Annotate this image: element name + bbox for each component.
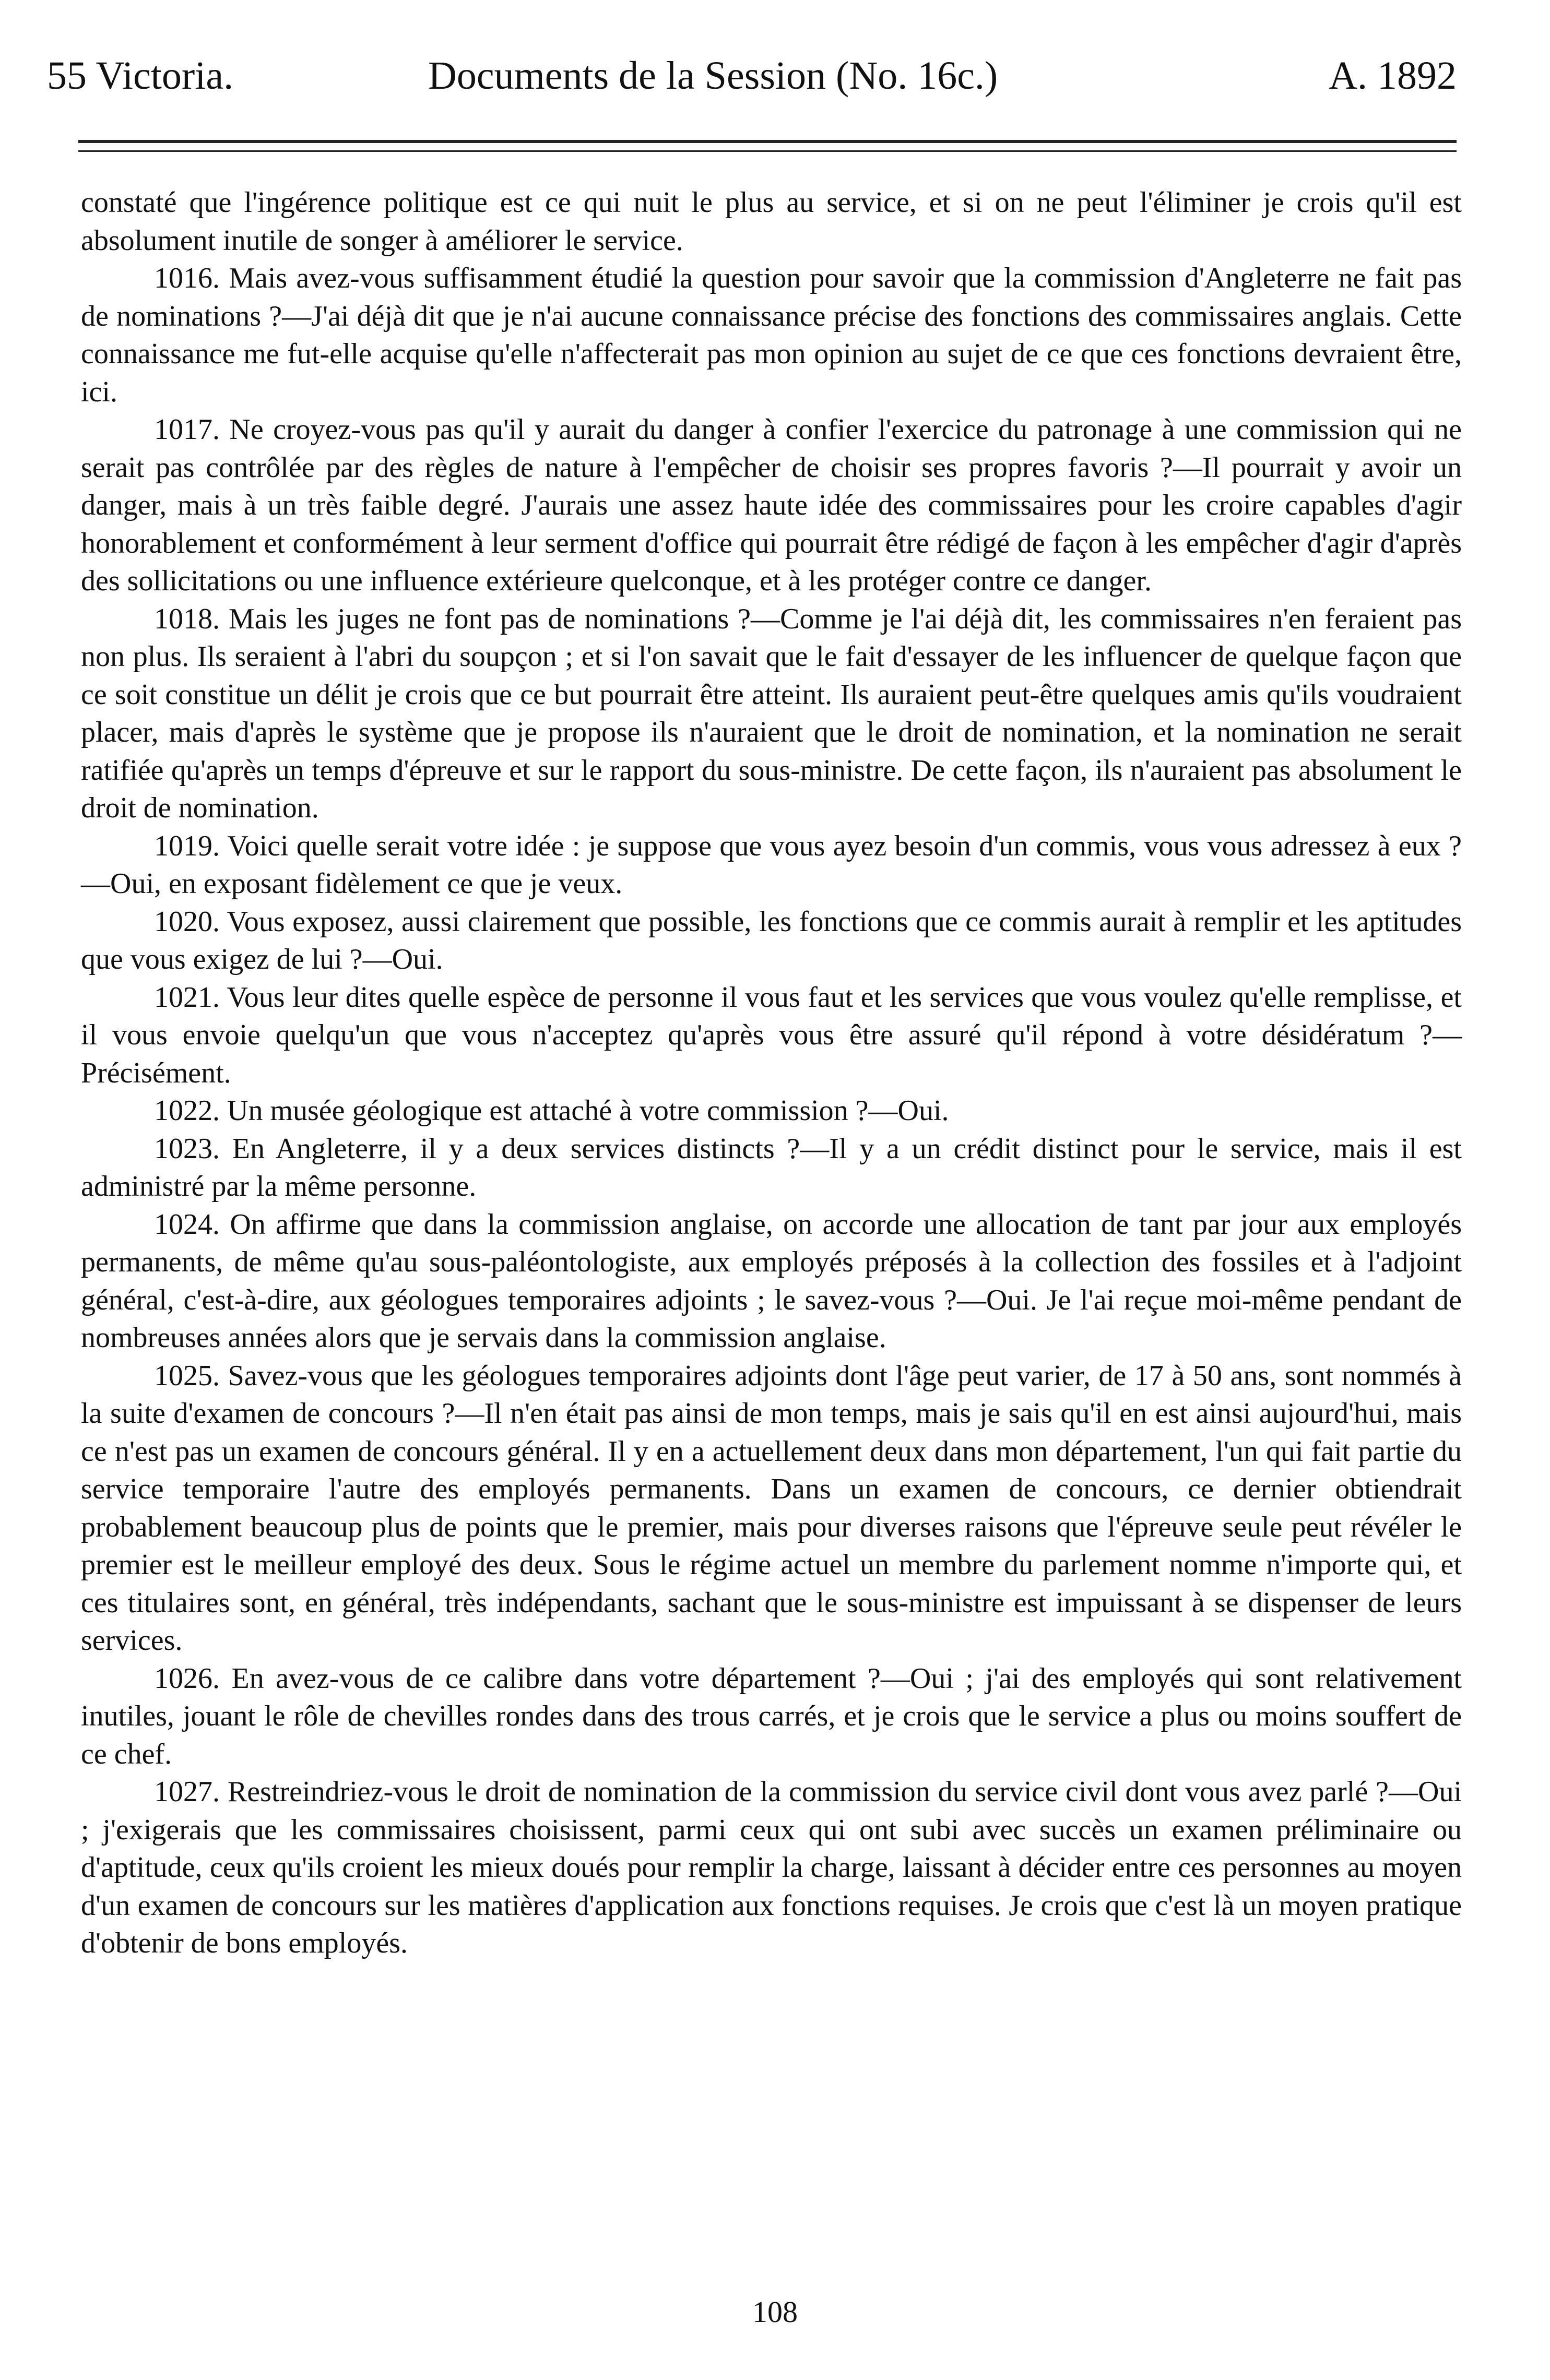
paragraph-text: Vous leur dites quelle espèce de personne il vous faut et les services que vous voulez qu'elle remplisse, et il vous envoie quelqu'un que vous n'acceptez qu'après vous être assuré qu'il répond à votre désidératum ?—Précisément. <box>81 981 1462 1089</box>
question-paragraph <box>81 903 1462 979</box>
question-paragraph <box>81 411 1462 600</box>
question-paragraph <box>81 827 1462 903</box>
paragraph-text: En avez-vous de ce calibre dans votre département ?—Oui ; j'ai des employés qui sont relativement inutiles, jouant le rôle de chevilles rondes dans des trous carrés, et je crois que le service a plus ou moins souffert de ce chef. <box>81 1662 1462 1770</box>
question-paragraph <box>81 1206 1462 1357</box>
header-year: A. 1892 <box>1329 54 1457 98</box>
question-number: 1018. <box>154 602 220 635</box>
paragraph-text: Ne croyez-vous pas qu'il y aurait du danger à confier l'exercice du patronage à une commission qui ne serait pas contrôlée par des règles de nature à l'empêcher de choisir ses propres favoris ?—Il pourrait y avoir un danger, mais à un très faible degré. J'aurais une assez haute idée des commissaires pour les croire capables d'agir honorablement et conformément à leur serment d'office qui pourrait être rédigé de façon à les empêcher d'agir d'après des sollicitations ou une influence extérieure quelconque, et à les protéger contre ce danger. <box>81 413 1462 597</box>
question-paragraph <box>81 1130 1462 1206</box>
paragraph-text: Mais avez-vous suffisamment étudié la question pour savoir que la commission d'Angleterre ne fait pas de nominations ?—J'ai déjà dit que je n'ai aucune connaissance précise des fonctions des commissaires anglais. Cette connaissance me fut-elle acquise qu'elle n'affecterait pas mon opinion au sujet de ce que ces fonctions devraient être, ici. <box>81 262 1462 408</box>
question-number: 1017. <box>154 413 220 446</box>
question-number: 1024. <box>154 1208 220 1241</box>
paragraph-continuation <box>81 184 1462 259</box>
question-number: 1026. <box>154 1662 220 1695</box>
paragraph-text: Voici quelle serait votre idée : je suppose que vous ayez besoin d'un commis, vous vous adressez à eux ?—Oui, en exposant fidèlement ce que je veux. <box>81 829 1462 900</box>
question-number: 1020. <box>154 905 220 938</box>
question-paragraph <box>81 979 1462 1092</box>
question-number: 1021. <box>154 981 220 1014</box>
question-number: 1022. <box>154 1094 220 1127</box>
paragraph-text: Mais les juges ne font pas de nominations ?—Comme je l'ai déjà dit, les commissaires n'en feraient pas non plus. Ils seraient à l'abri du soupçon ; et si l'on savait que le fait d'essayer de les influencer de quelque façon que ce soit constitue un délit je crois que ce but pourrait être atteint. Ils auraient peut-être quelques amis qu'ils voudraient placer, mais d'après le système que je propose ils n'auraient que le droit de nomination, et la nomination ne serait ratifiée qu'après un temps d'épreuve et sur le rapport du sous-ministre. De cette façon, ils n'auraient pas absolument le droit de nomination. <box>81 602 1462 824</box>
question-number: 1025. <box>154 1359 220 1392</box>
question-paragraph <box>81 1357 1462 1660</box>
header-title: Documents de la Session (No. 16c.) <box>428 54 998 98</box>
question-paragraph <box>81 1773 1462 1962</box>
paragraph-text: Restreindriez-vous le droit de nomination de la commission du service civil dont vous avez parlé ?—Oui ; j'exigerais que les commissaires choisissent, parmi ceux qui ont subi avec succès un examen préliminaire ou d'aptitude, ceux qu'ils croient les mieux doués pour remplir la charge, laissant à décider entre ces personnes au moyen d'un examen de concours sur les matières d'application aux fonctions requises. Je crois que c'est là un moyen pratique d'obtenir de bons employés. <box>81 1776 1462 1959</box>
header-rule-thick <box>78 140 1457 143</box>
header-reign: 55 Victoria. <box>47 54 234 98</box>
body-text <box>81 184 1462 1962</box>
paragraph-text: En Angleterre, il y a deux services distincts ?—Il y a un crédit distinct pour le service, mais il est administré par la même personne. <box>81 1132 1462 1203</box>
question-number: 1027. <box>154 1776 220 1808</box>
running-header <box>47 52 1457 99</box>
paragraph-text: constaté que l'ingérence politique est ce qui nuit le plus au service, et si on ne peut l'éliminer je crois qu'il est absolument inutile de songer à améliorer le service. <box>81 186 1462 257</box>
page-number: 108 <box>752 2295 798 2329</box>
question-number: 1023. <box>154 1132 220 1165</box>
question-number: 1019. <box>154 829 220 862</box>
paragraph-text: Un musée géologique est attaché à votre commission ?—Oui. <box>227 1094 949 1127</box>
paragraph-text: On affirme que dans la commission anglaise, on accorde une allocation de tant par jour aux employés permanents, de même qu'au sous-paléontologiste, aux employés préposés à la collection des fossiles et à l'adjoint général, c'est-à-dire, aux géologues temporaires adjoints ; le savez-vous ?—Oui. Je l'ai reçue moi-même pendant de nombreuses années alors que je servais dans la commission anglaise. <box>81 1208 1462 1354</box>
question-paragraph <box>81 600 1462 827</box>
header-rule-thin <box>78 150 1457 152</box>
question-paragraph <box>81 1660 1462 1774</box>
paragraph-text: Savez-vous que les géologues temporaires adjoints dont l'âge peut varier, de 17 à 50 ans, sont nommés à la suite d'examen de concours ?—Il n'en était pas ainsi de mon temps, mais je sais qu'il en est ainsi aujourd'hui, mais ce n'est pas un examen de concours général. Il y en a actuellement deux dans mon département, l'un qui fait partie du service temporaire l'autre des employés permanents. Dans un examen de concours, ce dernier obtiendrait probablement beaucoup plus de points que le premier, mais pour diverses raisons que l'épreuve seule peut révéler le premier est le meilleur employé des deux. Sous le régime actuel un membre du parlement nomme n'importe qui, et ces titulaires sont, en général, très indépendants, sachant que le sous-ministre est impuissant à se dispenser de leurs services. <box>81 1359 1462 1657</box>
paragraph-text: Vous exposez, aussi clairement que possible, les fonctions que ce commis aurait à remplir et les aptitudes que vous exigez de lui ?—Oui. <box>81 905 1462 975</box>
question-number: 1016. <box>154 262 220 294</box>
question-paragraph <box>81 1092 1462 1130</box>
question-paragraph <box>81 259 1462 411</box>
